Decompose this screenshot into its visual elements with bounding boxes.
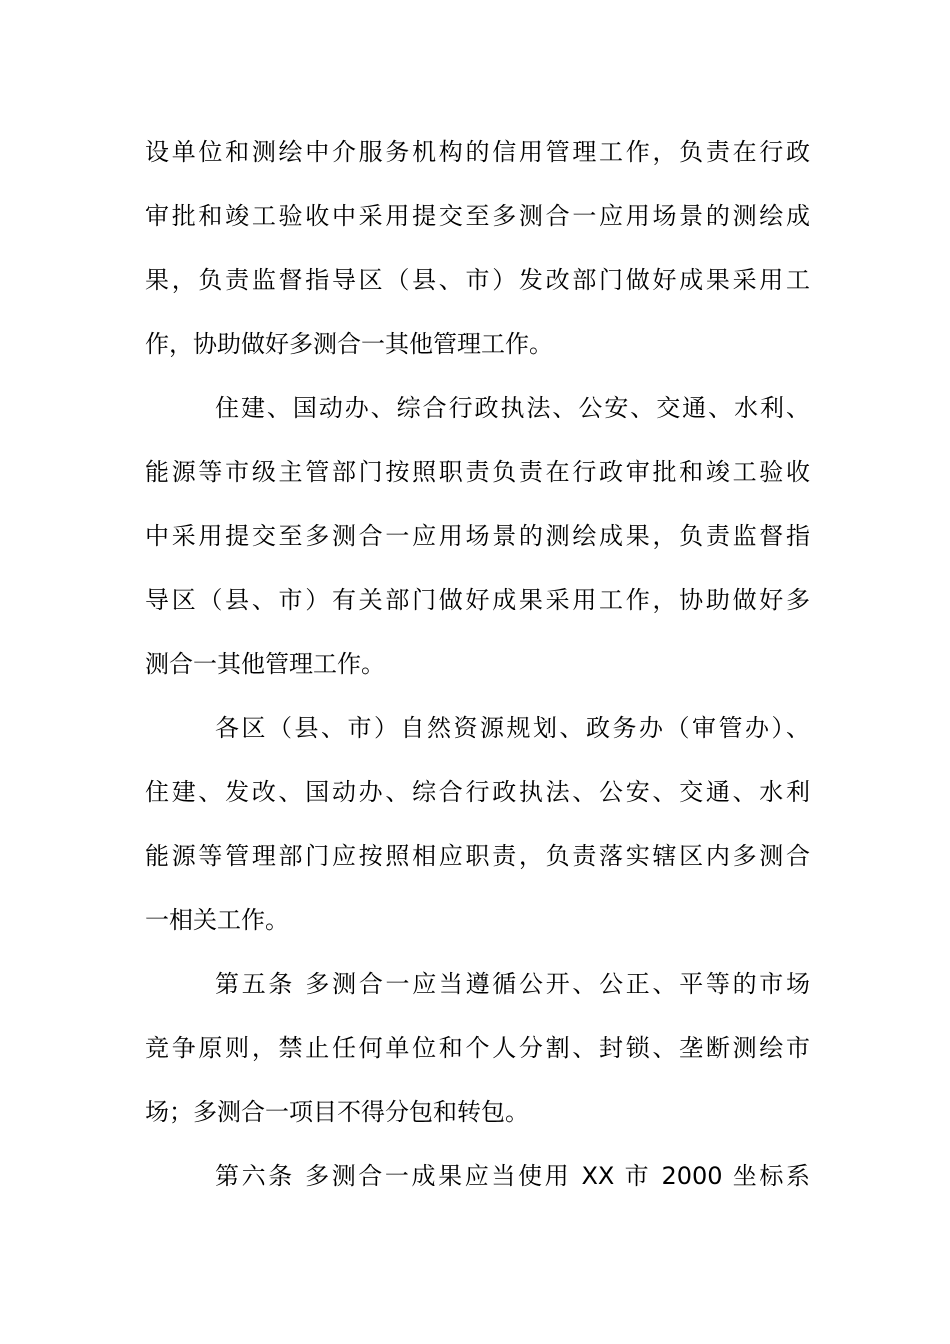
text-line: 住建、国动办、综合行政执法、公安、交通、水利、 (215, 394, 810, 422)
document-body (145, 128, 810, 1216)
text-line: 能源等市级主管部门按照职责负责在行政审批和竣工验收 (145, 458, 810, 486)
text-line: 能源等管理部门应按照相应职责，负责落实辖区内多测合 (145, 842, 810, 870)
text-line: 导区（县、市）有关部门做好成果采用工作，协助做好多 (145, 586, 810, 614)
text-line: 住建、发改、国动办、综合行政执法、公安、交通、水利 (145, 778, 810, 806)
text-line: 设单位和测绘中介服务机构的信用管理工作，负责在行政 (145, 138, 810, 166)
text-line: 果，负责监督指导区（县、市）发改部门做好成果采用工 (145, 266, 810, 294)
text-line: 测合一其他管理工作。 (145, 650, 385, 678)
text-line: 竞争原则，禁止任何单位和个人分割、封锁、垄断测绘市 (145, 1034, 810, 1062)
text-line: 作，协助做好多测合一其他管理工作。 (145, 330, 553, 358)
text-line: 第六条 多测合一成果应当使用 XX 市 2000 坐标系 (215, 1162, 810, 1190)
text-line: 各区（县、市）自然资源规划、政务办（审管办）、 (215, 714, 810, 742)
text-line: 审批和竣工验收中采用提交至多测合一应用场景的测绘成 (145, 202, 810, 230)
text-line: 一相关工作。 (145, 906, 289, 934)
text-line: 第五条 多测合一应当遵循公开、公正、平等的市场 (215, 970, 810, 998)
text-line: 中采用提交至多测合一应用场景的测绘成果，负责监督指 (145, 522, 810, 550)
text-line: 场；多测合一项目不得分包和转包。 (145, 1098, 529, 1126)
